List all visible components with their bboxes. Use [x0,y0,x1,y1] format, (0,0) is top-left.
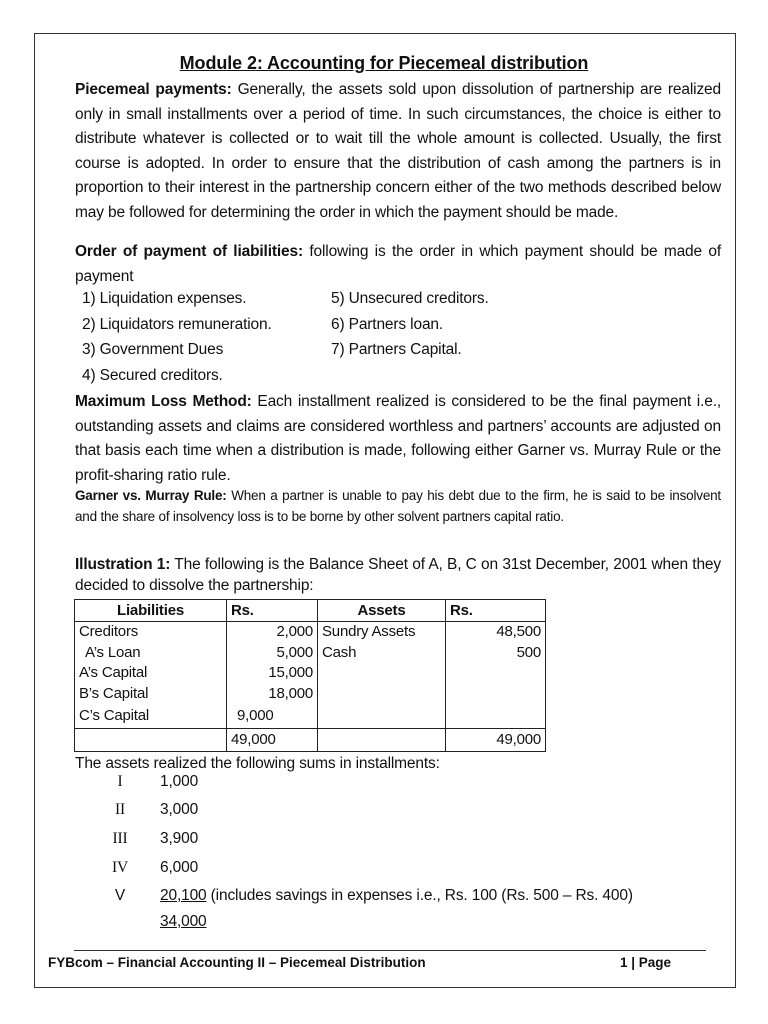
table-cell: 500 [446,642,546,663]
table-row [75,704,546,729]
table-cell: 48,500 [446,621,546,642]
list-item: 3) Government Dues [82,341,224,358]
table-cell: Sundry Assets [318,621,446,642]
list-item: 6) Partners loan. [331,315,444,333]
installment-note: (includes savings in expenses i.e., Rs. 100 (Rs. 500 – Rs. 400) [206,887,633,904]
table-cell [318,683,446,704]
max-loss-paragraph [75,390,721,488]
intro-label: Piecemeal payments: [75,81,232,98]
installment-number: V [114,887,126,904]
table-cell: 15,000 [227,663,318,684]
installment-number: I [117,773,123,790]
column-header: Rs. [227,600,318,622]
table-row [75,683,546,704]
table-cell [446,683,546,704]
illustration-text: The following is the Balance Sheet of A, B, C on 31st December, 2001 when they decided to dissolve the partnership: [75,556,721,594]
installments-total: 34,000 [160,913,207,930]
installment-amount: 1,000 [160,773,199,790]
list-item: 7) Partners Capital. [331,341,462,358]
list-item: 5) Unsecured creditors. [331,290,489,307]
total-liabilities: 49,000 [227,728,318,751]
balance-sheet-table [74,599,546,752]
table-cell [318,704,446,729]
installment-amount: 3,000 [160,801,199,818]
list-item: 4) Secured creditors. [82,366,223,384]
table-cell: 9,000 [227,704,318,729]
max-loss-text: Each installment realized is considered to be the final payment i.e., outstanding assets and claims are considered worthless and partners’ accounts are adjusted on that basis each time when a distribution is made, following either Garner vs. Murray Rule or the profit-sharing ratio rule. [75,393,722,484]
installments-intro: The assets realized the following sums in installments: [75,755,440,772]
table-cell [446,663,546,684]
illustration-paragraph [75,554,721,596]
order-text: following is the order in which payment should be made of payment [75,243,721,285]
list-item: 2) Liquidators remuneration. [82,315,272,333]
installment-amount: 6,000 [160,859,199,876]
total-assets: 49,000 [446,728,546,751]
max-loss-label: Maximum Loss Method: [75,393,252,410]
table-header-row [75,600,546,622]
installment-amount: 20,100 [160,887,207,904]
table-cell: Cash [318,642,446,663]
column-header: Assets [318,600,446,622]
intro-paragraph [75,78,721,225]
list-item: 1) Liquidation expenses. [82,290,247,307]
table-cell: B’s Capital [75,683,227,704]
table-row [75,663,546,684]
table-cell [446,704,546,729]
installment-number: II [114,801,126,818]
table-cell [318,663,446,684]
footer-title: FYBcom – Financial Accounting II – Piecemeal Distribution [48,955,426,970]
order-list-right [331,286,489,363]
intro-text: Generally, the assets sold upon dissolution of partnership are realized only in small installments over a period of time. In such circumstances, the choice is either to distribute whatever is collected or to wait till the whole amount is collected. Usually, the first course is adopted. In order to ensure that the distribution of cash among the partners is in proportion to their interest in the partnership concern either of the two methods described below may be followed for determining the order in which the payment should be made. [75,81,721,221]
installment-amount: 3,900 [160,830,199,847]
table-row [75,642,546,663]
order-label: Order of payment of liabilities: [75,243,303,260]
table-cell: C’s Capital [75,704,227,729]
page-number: 1 | Page [620,955,672,970]
table-cell [318,728,446,751]
table-cell: A’s Loan [75,642,227,663]
table-cell: Creditors [75,621,227,642]
column-header: Rs. [446,600,546,622]
table-row [75,621,546,642]
column-header: Liabilities [75,600,227,622]
footer-divider [74,950,706,951]
illustration-label: Illustration 1: [75,556,171,573]
table-cell: A’s Capital [75,663,227,684]
table-cell: 18,000 [227,683,318,704]
installment-number: III [112,830,128,847]
order-list-left [82,286,272,388]
order-paragraph [75,240,721,289]
table-cell [75,728,227,751]
table-cell: 5,000 [227,642,318,663]
garner-text: When a partner is unable to pay his debt due to the firm, he is said to be insolvent and the share of insolvency loss is to be borne by other solvent partners capital ratio. [75,488,721,524]
table-cell: 2,000 [227,621,318,642]
garner-label: Garner vs. Murray Rule: [75,488,227,503]
page-title: Module 2: Accounting for Piecemeal distribution [179,53,589,73]
table-total-row [75,728,546,751]
installment-number: IV [111,859,129,876]
garner-paragraph [75,485,721,527]
